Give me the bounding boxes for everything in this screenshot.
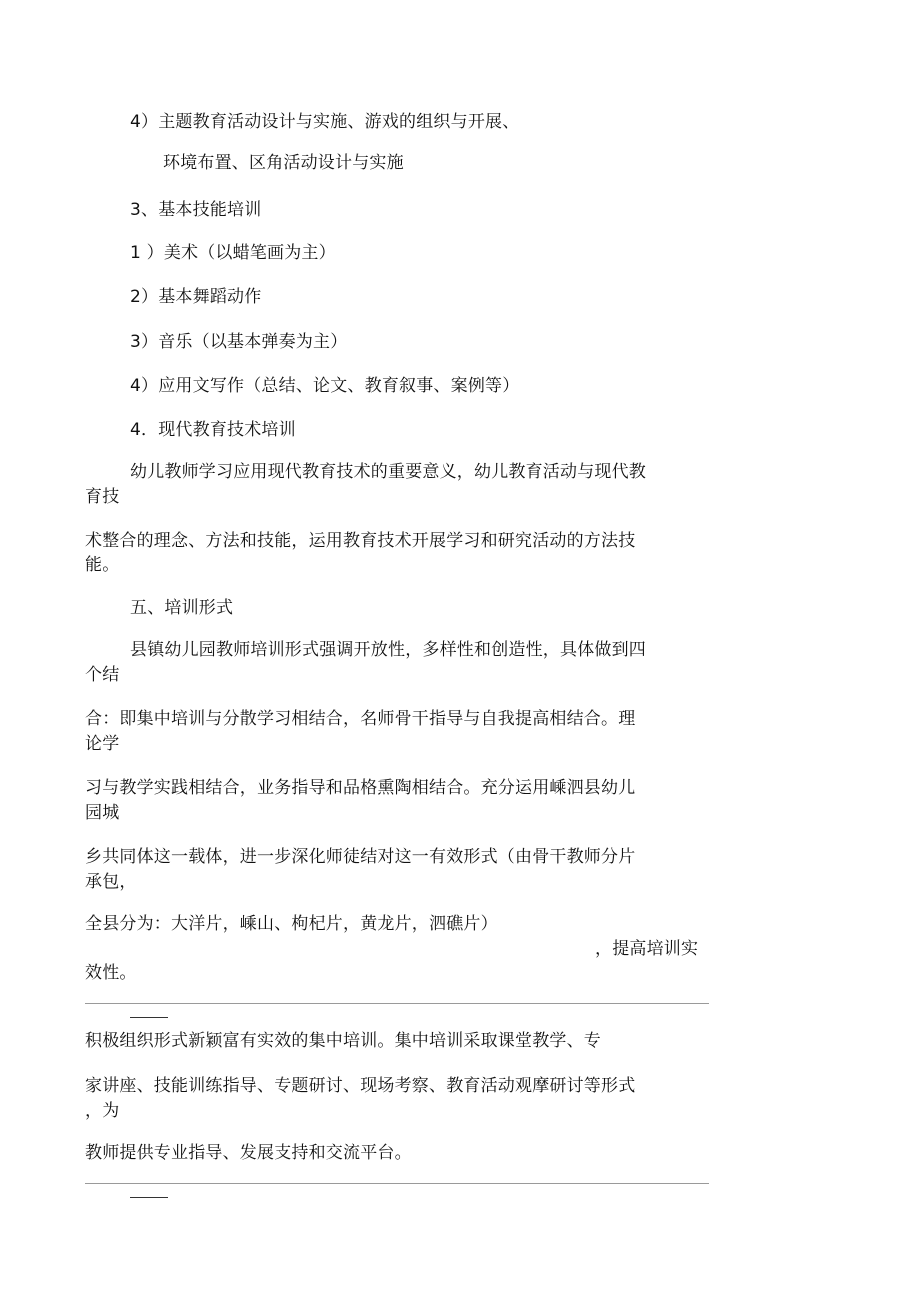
- text-line: 育技: [85, 487, 120, 507]
- text-line: 3、基本技能培训: [130, 200, 262, 220]
- text-line: 县镇幼儿园教师培训形式强调开放性，多样性和创造性，具体做到四: [130, 640, 646, 660]
- text-line: 全县分为：大洋片，嵊山、枸杞片，黄龙片，泗礁片）: [85, 914, 498, 934]
- text-line: 论学: [85, 734, 120, 754]
- text-line: 园城: [85, 803, 120, 823]
- text-line: 环境布置、区角活动设计与实施: [163, 153, 404, 173]
- text-line: 个结: [85, 665, 120, 685]
- footnote-separator-line: [85, 1183, 709, 1184]
- text-line: 3）音乐（以基本弹奏为主）: [130, 332, 348, 352]
- text-line: 教师提供专业指导、发展支持和交流平台。: [85, 1143, 412, 1163]
- text-line: 能。: [85, 555, 120, 575]
- text-line: ，为: [85, 1101, 120, 1121]
- text-line: 1 ）美术（以蜡笔画为主）: [130, 243, 336, 263]
- text-line: 4）主题教育活动设计与实施、游戏的组织与开展、: [130, 112, 520, 132]
- text-line: 4）应用文写作（总结、论文、教育叙事、案例等）: [130, 376, 520, 396]
- footnote-dash: [130, 1017, 168, 1018]
- footnote-dash: [130, 1197, 168, 1198]
- text-line: 习与教学实践相结合，业务指导和品格熏陶相结合。充分运用嵊泗县幼儿: [85, 778, 636, 798]
- section-heading: 五、培训形式: [130, 598, 234, 618]
- text-line: 承包，: [85, 872, 137, 892]
- text-line: 效性。: [85, 963, 137, 983]
- text-line: 2）基本舞蹈动作: [130, 287, 262, 307]
- text-line: 合：即集中培训与分散学习相结合，名师骨干指导与自我提高相结合。理: [85, 709, 636, 729]
- text-line: 幼儿教师学习应用现代教育技术的重要意义，幼儿教育活动与现代教: [130, 462, 646, 482]
- footnote-separator-line: [85, 1003, 709, 1004]
- text-line: 乡共同体这一载体，进一步深化师徒结对这一有效形式（由骨干教师分片: [85, 847, 636, 867]
- text-line: 4．现代教育技术培训: [130, 420, 296, 440]
- text-line: 术整合的理念、方法和技能，运用教育技术开展学习和研究活动的方法技: [85, 531, 636, 551]
- text-line: 家讲座、技能训练指导、专题研讨、现场考察、教育活动观摩研讨等形式: [85, 1076, 636, 1096]
- text-line: 积极组织形式新颖富有实效的集中培训。集中培训采取课堂教学、专: [85, 1031, 601, 1051]
- text-line: ，提高培训实: [595, 939, 699, 959]
